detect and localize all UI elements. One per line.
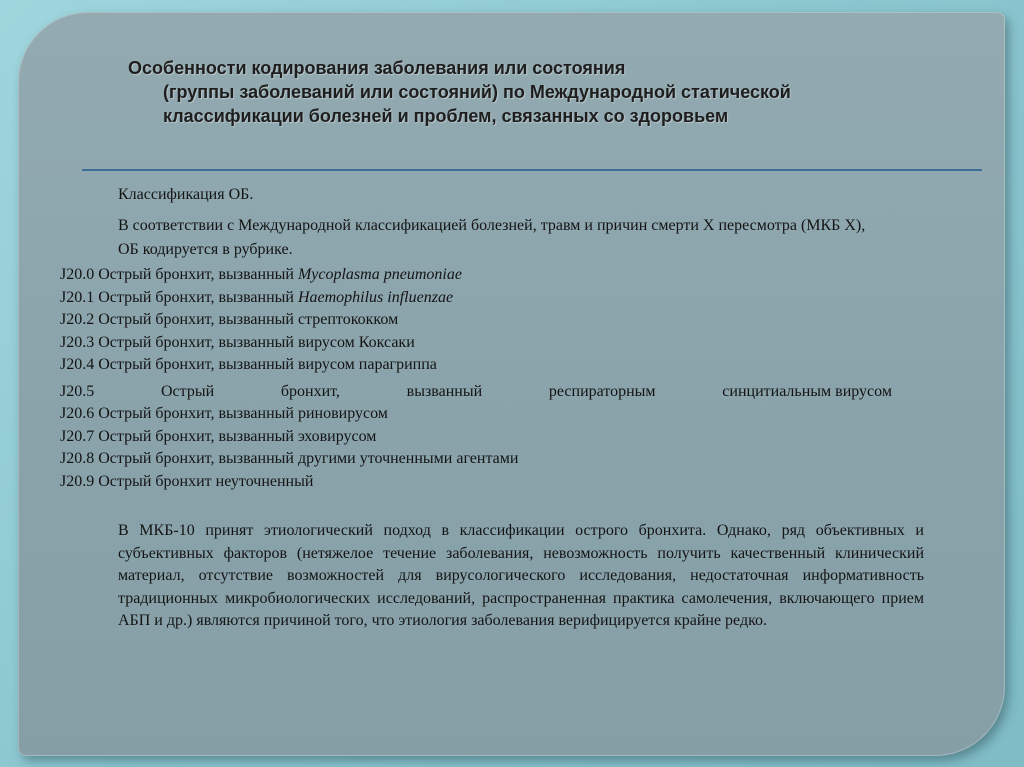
icd-code-item bbox=[60, 403, 892, 426]
classification-intro: В соответствии с Международной классификацией болезней, травм и причин смерти X пересмотра (МКБ X), ОБ кодируется в рубрике. bbox=[118, 217, 866, 258]
icd-description: Острый бронхит, вызванный стрептококком bbox=[94, 311, 399, 328]
pathogen-name: Haemophilus influenzae bbox=[297, 288, 454, 306]
icd-code-item bbox=[60, 354, 892, 377]
etiology-paragraph: В МКБ-10 принят этиологический подход в классификации острого бронхита. Однако, ряд объективных и субъективных факторов (нетяжелое течение заболевания, невозможность получить качественный клинический материал, отсутствие возможностей для вирусологического исследования, недостаточная информативность традиционных микробиологических исследований, распространенная практика самолечения, включающего прием АБП и др.) являются причиной того, что этиология заболевания верифицируется крайне редко. bbox=[118, 522, 924, 629]
icd-code: J20.3 bbox=[60, 333, 95, 351]
icd-word: вызванный bbox=[406, 382, 483, 400]
icd-word: респираторным bbox=[548, 382, 656, 400]
title-line-2: (группы заболеваний или состояний) по Международной статической bbox=[163, 82, 791, 102]
icd-code-item bbox=[60, 287, 892, 310]
icd-code: J20.7 bbox=[60, 427, 95, 445]
icd-code: J20.4 bbox=[60, 356, 95, 373]
icd-code-item bbox=[60, 309, 892, 332]
title-divider bbox=[82, 169, 982, 171]
icd-description: Острый бронхит, вызванный другими уточненными агентами bbox=[94, 450, 519, 467]
icd-word: Острый bbox=[160, 382, 215, 400]
icd-code-item bbox=[60, 332, 892, 355]
icd-code: J20.5 bbox=[60, 382, 95, 400]
icd-code-item bbox=[60, 471, 892, 494]
icd-code: J20.9 bbox=[60, 472, 95, 490]
icd-code: J20.1 bbox=[60, 288, 95, 306]
icd-description: Острый бронхит, вызванный bbox=[94, 266, 298, 283]
icd-word: синцитиальным вирусом bbox=[722, 382, 892, 400]
title-line-1: Особенности кодирования заболевания или состояния bbox=[128, 58, 626, 78]
icd-description: Острый бронхит неуточненный bbox=[94, 472, 314, 490]
icd-code-item bbox=[60, 448, 892, 471]
icd-description: Острый бронхит, вызванный риновирусом bbox=[94, 405, 388, 422]
title-line-3: классификации болезней и проблем, связанных со здоровьем bbox=[163, 106, 729, 126]
icd-word: бронхит, bbox=[280, 382, 340, 400]
icd-description: Острый бронхит, вызванный эховирусом bbox=[94, 427, 377, 445]
icd-code: J20.0 bbox=[60, 266, 95, 283]
icd-code-item bbox=[60, 381, 892, 404]
icd-description: Острый бронхит, вызванный вирусом Коксаки bbox=[94, 333, 415, 351]
icd-description: Острый бронхит, вызванный вирусом парагриппа bbox=[94, 356, 437, 373]
icd-code-item bbox=[60, 426, 892, 449]
icd-code-item bbox=[60, 264, 892, 287]
pathogen-name: Mycoplasma pneumoniae bbox=[297, 266, 462, 283]
classification-heading: Классификация ОБ. bbox=[118, 186, 254, 203]
slide-title bbox=[128, 56, 908, 128]
icd-code: J20.8 bbox=[60, 450, 95, 467]
icd-code: J20.2 bbox=[60, 311, 95, 328]
icd-description: Острый бронхит, вызванный bbox=[94, 288, 298, 306]
icd-code: J20.6 bbox=[60, 405, 95, 422]
icd-code-list bbox=[60, 264, 892, 493]
